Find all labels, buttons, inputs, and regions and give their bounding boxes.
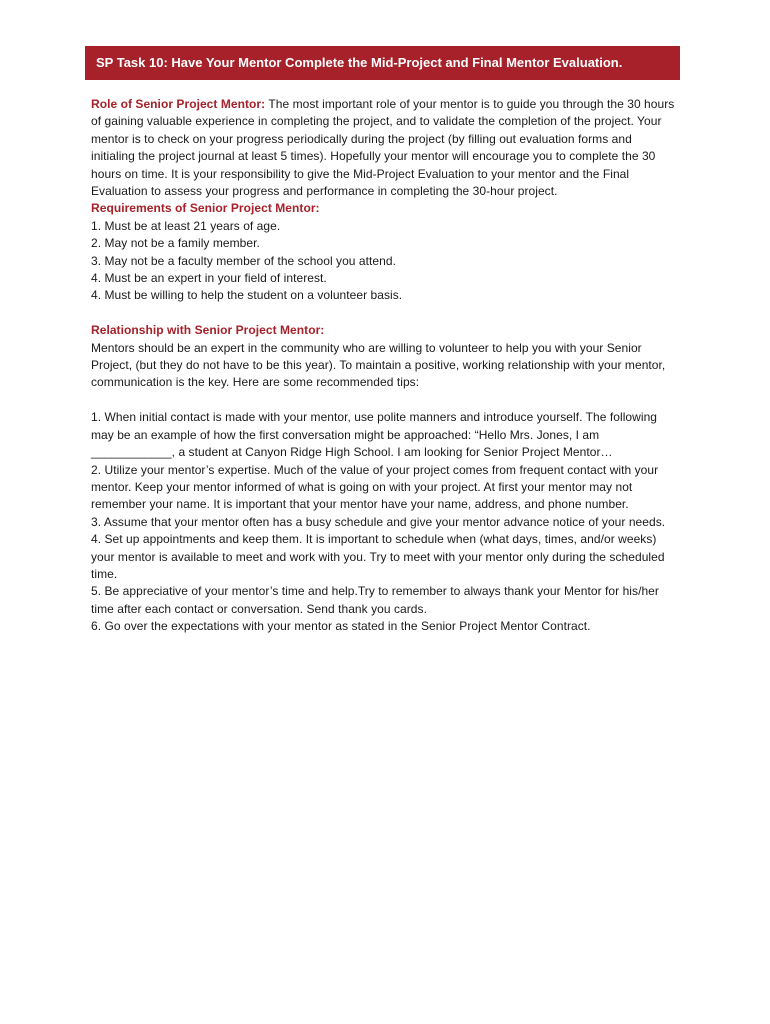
tip-paragraph: 5. Be appreciative of your mentor’s time and help.Try to remember to always thank your Mentor for his/her time after each contact or conversation. Send thank you cards. [91, 584, 659, 616]
requirements-section [91, 200, 676, 304]
role-label: Role of Senior Project Mentor: [91, 97, 266, 111]
requirements-list [91, 218, 676, 305]
relationship-intro: Mentors should be an expert in the community who are willing to volunteer to help you with your Senior Project, (but they do not have to be this year). To maintain a positive, working relationship with your mentor, communication is the key. Here are some recommended tips: [91, 340, 666, 390]
role-paragraph [91, 96, 676, 200]
relationship-section [91, 322, 676, 392]
requirement-item: 3. May not be a faculty member of the school you attend. [91, 253, 396, 268]
requirements-label: Requirements of Senior Project Mentor: [91, 201, 320, 216]
document-body [91, 96, 676, 636]
task-title: SP Task 10: Have Your Mentor Complete the Mid-Project and Final Mentor Evaluation. [96, 55, 623, 70]
tip-paragraph: 1. When initial contact is made with your mentor, use polite manners and introduce yourself. The following may be an example of how the first conversation might be approached: “Hello Mrs. Jones, I am ____________, a student at Canyon Ridge High School. I am looking for Senior Project Mentor… [91, 410, 658, 460]
tip-paragraph: 6. Go over the expectations with your mentor as stated in the Senior Project Mentor Contract. [91, 619, 591, 634]
requirement-item: 4. Must be an expert in your field of interest. [91, 271, 327, 286]
tip-paragraph: 2. Utilize your mentor’s expertise. Much of the value of your project comes from frequent contact with your mentor. Keep your mentor informed of what is going on with your project. At first your mentor may not remember your name. It is important that your mentor have your name, address, and phone number. [91, 462, 659, 512]
task-title-banner [85, 46, 680, 80]
relationship-label: Relationship with Senior Project Mentor: [91, 323, 325, 338]
tip-paragraph: 4. Set up appointments and keep them. It is important to schedule when (what days, times, and/or weeks) your mentor is available to meet and work with you. Try to meet with your mentor only during the scheduled time. [91, 532, 665, 581]
requirement-item: 1. Must be at least 21 years of age. [91, 218, 281, 233]
requirement-item: 4. Must be willing to help the student on a volunteer basis. [91, 288, 403, 303]
tip-paragraph: 3. Assume that your mentor often has a busy schedule and give your mentor advance notice of your needs. [91, 514, 666, 529]
requirement-item: 2. May not be a family member. [91, 236, 260, 251]
role-text: The most important role of your mentor is to guide you through the 30 hours of gaining valuable experience in completing the project, and to validate the completion of the project. Your mentor is to check on your progress periodically during the project (by filling out evaluation forms and initialing the project journal at least 5 times). Hopefully your mentor will encourage you to complete the 30 hours on time. It is your responsibility to give the Mid-Project Evaluation to your mentor and the Final Evaluation to assess your progress and performance in completing the 30-hour project. [91, 97, 675, 199]
